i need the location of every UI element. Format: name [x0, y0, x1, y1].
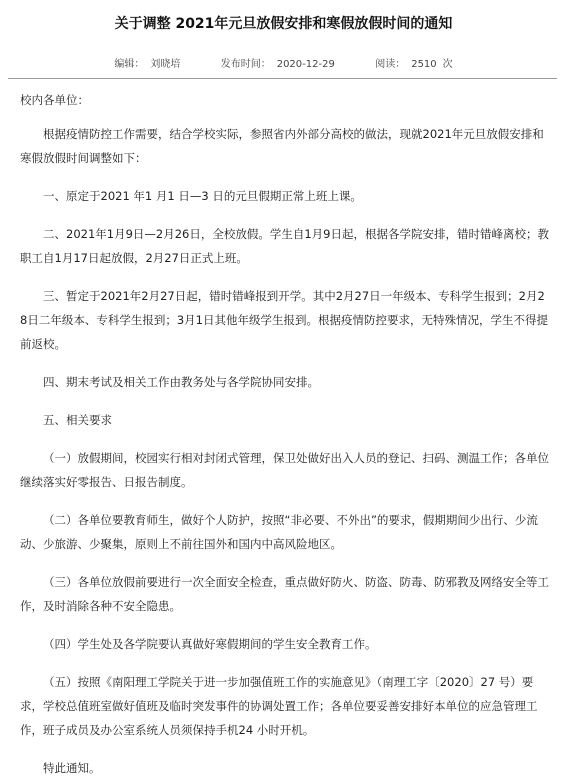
article-title: 关于调整 2021年元旦放假安排和寒假放假时间的通知 [114, 16, 453, 32]
editor-label: 编辑： [114, 59, 145, 70]
paragraph: 三、暂定于2021年2月27日起，错时错峰报到开学。其中2月27日一年级本、专科学生报到；2月28日二年级本、专科学生报到；3月1日其他年级学生报到。根据疫情防控要求，无特殊情况，学生不得提前返校。 [20, 289, 548, 351]
paragraph: 二、2021年1月9日—2月26日，全校放假。学生自1月9日起，根据各学院安排，错时错峰离校；教职工自1月17日起放假，2月27日正式上班。 [20, 227, 549, 265]
paragraph: 根据疫情防控工作需要，结合学校实际，参照省内外部分高校的做法，现就2021年元旦放假安排和寒假放假时间调整如下： [20, 127, 544, 165]
editor-name: 刘晓培 [150, 59, 181, 70]
publish-date-label: 发布时间： [220, 59, 271, 70]
paragraph: （五）按照《南阳理工学院关于进一步加强值班工作的实施意见》（南理工字〔2020〕27 号）要求，学校总值班室做好值班及临时突发事件的协调处置工作；各单位要妥善安排好本单位的应急管理工作，班子成员及办公室系统人员须保持手机24 小时开机。 [20, 675, 538, 737]
publish-date: 2020-12-29 [276, 59, 335, 70]
paragraph: （二）各单位要教育师生，做好个人防护，按照“非必要、不外出”的要求，假期期间少出行、少流动、少旅游、少聚集，原则上不前往国外和国内中高风险地区。 [20, 513, 538, 551]
views-unit: 次 [442, 59, 453, 70]
paragraph: 一、原定于2021 年1 月1 日—3 日的元旦假期正常上班上课。 [43, 189, 362, 203]
paragraph: （一）放假期间，校园实行相对封闭式管理，保卫处做好出入人员的登记、扫码、测温工作；各单位继续落实好零报告、日报告制度。 [20, 451, 549, 489]
paragraph: （四）学生处及各学院要认真做好寒假期间的学生安全教育工作。 [43, 637, 377, 651]
views-label: 阅读： [375, 59, 406, 70]
views-count: 2510 [411, 59, 437, 70]
paragraph: 五、相关要求 [43, 413, 112, 427]
article-body [20, 88, 552, 780]
paragraph: （三）各单位放假前要进行一次全面安全检查，重点做好防火、防盗、防毒、防邪教及网络安全等工作，及时消除各种不安全隐患。 [20, 575, 549, 613]
paragraph: 四、期末考试及相关工作由教务处与各学院协同安排。 [43, 375, 319, 389]
closing-line: 特此通知。 [43, 761, 101, 775]
salutation: 校内各单位： [20, 93, 89, 107]
header-divider [8, 78, 557, 79]
article-meta [0, 55, 567, 70]
